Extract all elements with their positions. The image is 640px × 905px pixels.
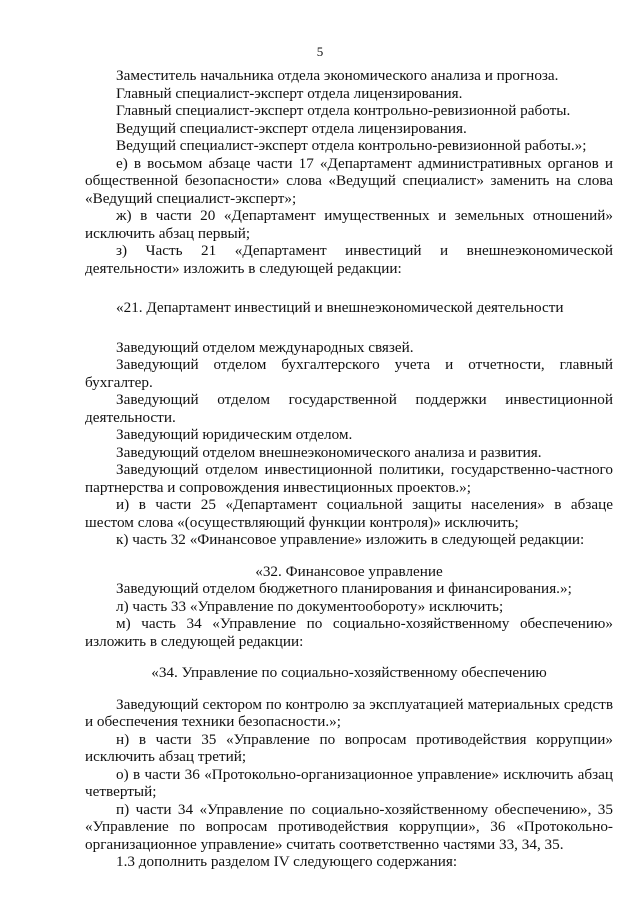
paragraph: Заместитель начальника отдела экономического анализа и прогноза. bbox=[116, 67, 559, 84]
paragraph: Заведующий отделом государственной поддержки инвестиционной деятельности. bbox=[85, 391, 613, 426]
paragraph: Главный специалист-эксперт отдела контрольно-ревизионной работы. bbox=[116, 102, 571, 119]
paragraph: ж) в части 20 «Департамент имущественных и земельных отношений» исключить абзац первый; bbox=[85, 207, 613, 242]
paragraph: м) часть 34 «Управление по социально-хозяйственному обеспечению» изложить в следующей редакции: bbox=[85, 615, 613, 650]
paragraph: з) Часть 21 «Департамент инвестиций и внешнеэкономической деятельности» изложить в следующей редакции: bbox=[85, 242, 613, 277]
paragraph: п) части 34 «Управление по социально-хозяйственному обеспечению», 35 «Управление по вопросам противодействия коррупции», 36 «Протокольно-организационное управление» считать соответственно частями 33, 34, 35. bbox=[85, 800, 613, 853]
paragraph: Ведущий специалист-эксперт отдела контрольно-ревизионной работы.»; bbox=[116, 137, 587, 154]
page-number: 5 bbox=[316, 44, 324, 59]
paragraph: к) часть 32 «Финансовое управление» изложить в следующей редакции: bbox=[116, 531, 585, 548]
paragraph: Главный специалист-эксперт отдела лицензирования. bbox=[116, 84, 463, 102]
paragraph: Ведущий специалист-эксперт отдела лицензирования. bbox=[116, 119, 467, 137]
paragraph: е) в восьмом абзаце части 17 «Департамент административных органов и общественной безопасности» слова «Ведущий специалист» заменить на слова «Ведущий специалист-эксперт»; bbox=[85, 154, 613, 207]
section-heading: «32. Финансовое управление bbox=[255, 562, 443, 580]
paragraph: и) в части 25 «Департамент социальной защиты населения» в абзаце шестом слова «(осуществляющий функции контроля)» исключить; bbox=[85, 496, 613, 531]
section-heading: «34. Управление по социально-хозяйственному обеспечению bbox=[151, 664, 547, 681]
section-heading: «21. Департамент инвестиций и внешнеэкономической деятельности bbox=[116, 299, 564, 316]
paragraph: Заведующий отделом бухгалтерского учета и отчетности, главный бухгалтер. bbox=[85, 356, 613, 391]
document-body bbox=[85, 67, 613, 871]
paragraph: Заведующий отделом инвестиционной политики, государственно-частного партнерства и сопровождения инвестиционных проектов.»; bbox=[85, 461, 613, 496]
paragraph: о) в части 36 «Протокольно-организационное управление» исключить абзац четвертый; bbox=[85, 765, 613, 800]
paragraph: Заведующий отделом бюджетного планирования и финансирования.»; bbox=[116, 580, 572, 597]
paragraph: Заведующий отделом международных связей. bbox=[116, 338, 414, 356]
paragraph: 1.3 дополнить разделом IV следующего содержания: bbox=[116, 853, 458, 870]
paragraph: Заведующий отделом внешнеэкономического анализа и развития. bbox=[116, 443, 542, 461]
paragraph: н) в части 35 «Управление по вопросам противодействия коррупции» исключить абзац третий; bbox=[85, 730, 613, 765]
paragraph: Заведующий юридическим отделом. bbox=[116, 426, 353, 443]
paragraph: Заведующий сектором по контролю за эксплуатацией материальных средств и обеспечения техники безопасности.»; bbox=[85, 695, 613, 730]
paragraph: л) часть 33 «Управление по документообороту» исключить; bbox=[116, 597, 504, 615]
